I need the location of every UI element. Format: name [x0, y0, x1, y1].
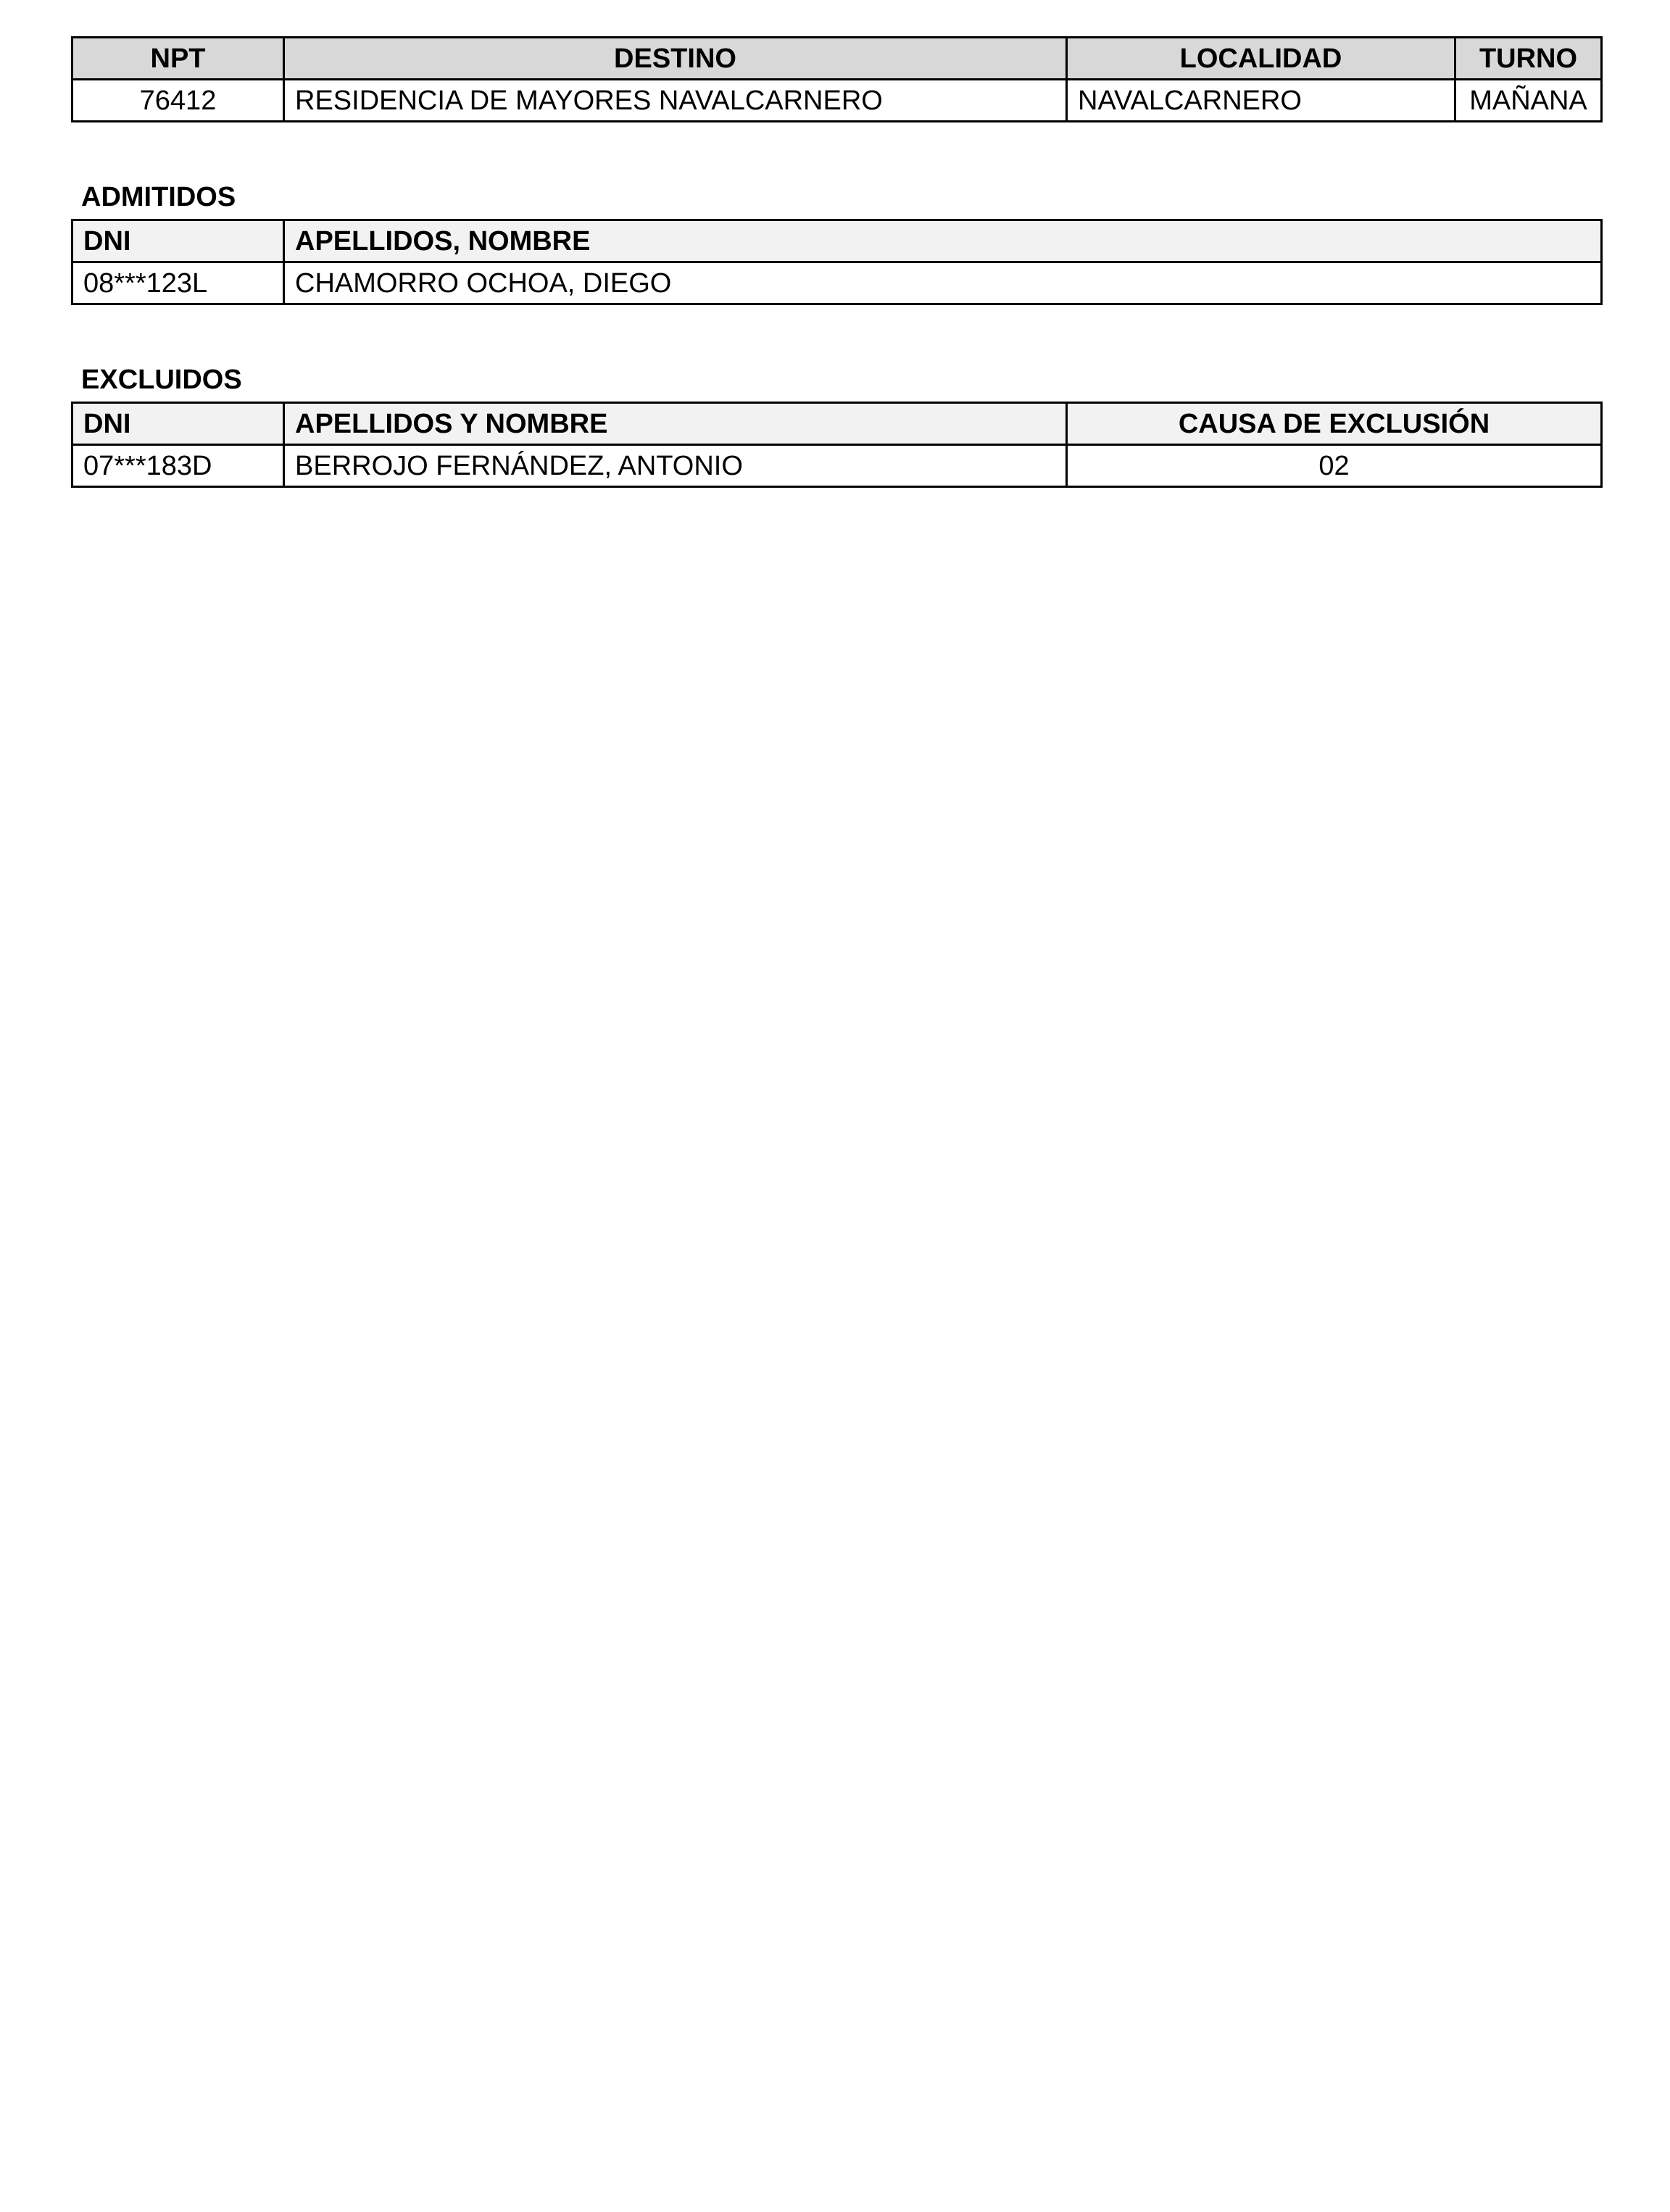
excluidos-title: EXCLUIDOS: [81, 365, 242, 395]
admitidos-title: ADMITIDOS: [81, 182, 236, 212]
cell-nombre: BERROJO FERNÁNDEZ, ANTONIO: [284, 445, 1067, 487]
table-row: [72, 445, 1602, 487]
cell-npt: 76412: [72, 80, 284, 122]
header-turno: TURNO: [1455, 38, 1602, 80]
admitidos-table: [71, 219, 1603, 305]
admitidos-header-row: [72, 220, 1602, 262]
header-dni: DNI: [72, 220, 284, 262]
header-apellidos-nombre: APELLIDOS, NOMBRE: [284, 220, 1602, 262]
header-causa-exclusion: CAUSA DE EXCLUSIÓN: [1067, 403, 1602, 445]
cell-turno: MAÑANA: [1455, 80, 1602, 122]
cell-destino: RESIDENCIA DE MAYORES NAVALCARNERO: [284, 80, 1067, 122]
header-npt: NPT: [72, 38, 284, 80]
cell-nombre: CHAMORRO OCHOA, DIEGO: [284, 262, 1602, 304]
header-apellidos-y-nombre: APELLIDOS Y NOMBRE: [284, 403, 1067, 445]
table-row: [72, 80, 1602, 122]
table-row: [72, 262, 1602, 304]
cell-dni: 08***123L: [72, 262, 284, 304]
cell-localidad: NAVALCARNERO: [1067, 80, 1455, 122]
header-dni: DNI: [72, 403, 284, 445]
cell-dni: 07***183D: [72, 445, 284, 487]
header-destino: DESTINO: [284, 38, 1067, 80]
excluidos-header-row: [72, 403, 1602, 445]
excluidos-table: [71, 402, 1603, 488]
destino-table: [71, 36, 1603, 122]
destino-header-row: [72, 38, 1602, 80]
cell-causa: 02: [1067, 445, 1602, 487]
header-localidad: LOCALIDAD: [1067, 38, 1455, 80]
